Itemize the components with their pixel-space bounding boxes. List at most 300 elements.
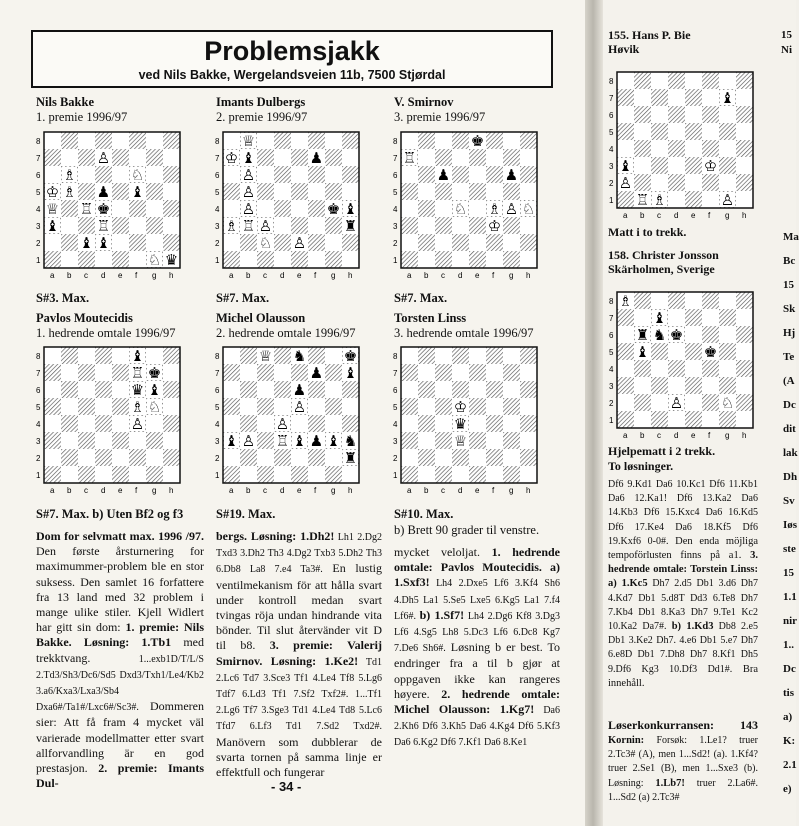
chess-piece-icon: ♙ xyxy=(618,174,633,192)
board-square xyxy=(112,200,129,217)
text-run: 3. hedrende omtale: Torstein Linss: a) 1.Kc5 xyxy=(608,550,758,590)
board-square xyxy=(325,251,342,268)
board-square xyxy=(163,234,180,251)
text-run: Lh1 2.Dg2 Txd3 3.Dh2 Th3 4.Dg2 Txb3 5.Dh2 Th3 6.Db8 La8 7.e4 Ta3#. xyxy=(216,532,382,576)
board-square xyxy=(78,381,95,398)
board-square xyxy=(163,217,180,234)
board-square xyxy=(129,149,146,166)
board-square xyxy=(308,398,325,415)
board-square xyxy=(61,347,78,364)
edge-text: tis xyxy=(783,687,794,699)
text-run: Lh4 2.Dg6 Kf8 3.Dg3 Lf6 4.Sg5 Lh8 5.Dc3 Lf6 6.Dc8 Kg7 7.De6 Sh6#. xyxy=(394,610,560,655)
file-label: a xyxy=(407,486,412,495)
board-square xyxy=(719,343,736,360)
rank-label: 6 xyxy=(215,171,220,180)
board-square xyxy=(617,140,634,157)
board-square xyxy=(452,149,469,166)
board-square xyxy=(401,347,418,364)
board-square xyxy=(112,149,129,166)
board-square xyxy=(685,394,702,411)
board-square xyxy=(146,234,163,251)
board-square xyxy=(257,132,274,149)
board-square xyxy=(78,166,95,183)
board-square xyxy=(617,191,634,208)
problem-award: 3. premie 1996/97 xyxy=(394,110,486,124)
rank-label: 5 xyxy=(609,348,614,357)
rank-label: 4 xyxy=(609,365,614,374)
board-square xyxy=(78,466,95,483)
board-square xyxy=(736,72,753,89)
edge-text: (A xyxy=(783,375,795,387)
file-label: b xyxy=(67,271,72,280)
board-square xyxy=(435,347,452,364)
board-square xyxy=(702,89,719,106)
rank-label: 2 xyxy=(36,454,41,463)
board-square xyxy=(486,149,503,166)
board-square xyxy=(61,149,78,166)
board-square xyxy=(617,343,634,360)
text-run: mycket veloljat. xyxy=(394,545,492,559)
chess-piece-icon: ♘ xyxy=(258,234,273,252)
file-label: f xyxy=(314,486,317,495)
text-run: Lh4 2.Dxe5 Lf6 3.Kf4 Sh6 4.Dh5 La1 5.Se5 Lxe5 6.Kg5 La1 7.f4 Lf6#. xyxy=(394,578,560,622)
text-run: Dh7 2.d5 Db1 3.d6 Dh7 4.Kd7 Db1 5.d8T Dd3 6.Te8 Dh7 7.Kb4 Db1 8.Ka3 Dh7 9.Te1 Kc2 10.Ka2 Da7#. xyxy=(608,578,758,633)
board-square xyxy=(223,166,240,183)
problem-caption xyxy=(394,311,534,341)
board-square xyxy=(503,149,520,166)
board-square xyxy=(719,174,736,191)
board-square xyxy=(274,364,291,381)
file-label: d xyxy=(674,211,679,220)
rank-label: 5 xyxy=(215,403,220,412)
board-square xyxy=(325,166,342,183)
rank-label: 5 xyxy=(36,403,41,412)
chess-piece-icon: ♚ xyxy=(326,200,341,218)
board-square xyxy=(163,347,180,364)
rank-label: 5 xyxy=(609,128,614,137)
stipulation: S#7. Max. xyxy=(394,291,448,305)
board-square xyxy=(469,381,486,398)
chess-piece-icon: ♙ xyxy=(241,200,256,218)
board-square xyxy=(401,200,418,217)
board-square xyxy=(503,132,520,149)
board-square xyxy=(274,217,291,234)
chess-piece-icon: ♝ xyxy=(343,200,358,218)
board-square xyxy=(78,347,95,364)
board-square xyxy=(702,72,719,89)
chess-diagram xyxy=(607,70,757,226)
board-square xyxy=(736,360,753,377)
board-square xyxy=(44,398,61,415)
board-square xyxy=(78,432,95,449)
board-square xyxy=(129,234,146,251)
file-label: d xyxy=(674,431,679,440)
file-label: c xyxy=(263,271,267,280)
file-label: a xyxy=(407,271,412,280)
chess-piece-icon: ♕ xyxy=(45,200,60,218)
board-square xyxy=(308,415,325,432)
board-square xyxy=(418,217,435,234)
chess-piece-icon: ♙ xyxy=(720,191,735,209)
board-square xyxy=(452,251,469,268)
file-label: e xyxy=(475,271,480,280)
board-square xyxy=(223,347,240,364)
chess-piece-icon: ♝ xyxy=(130,347,145,365)
file-label: h xyxy=(169,271,174,280)
text-column-3 xyxy=(394,545,560,751)
chess-piece-icon: ♝ xyxy=(147,381,162,399)
board-square xyxy=(112,398,129,415)
board-square xyxy=(223,398,240,415)
board-square xyxy=(291,132,308,149)
board-square xyxy=(342,398,359,415)
board-square xyxy=(668,411,685,428)
board-square xyxy=(223,449,240,466)
chess-piece-icon: ♙ xyxy=(504,200,519,218)
board-square xyxy=(685,309,702,326)
rank-label: 1 xyxy=(36,256,41,265)
chess-piece-icon: ♟ xyxy=(96,183,111,201)
rank-label: 1 xyxy=(215,471,220,480)
board-square xyxy=(274,251,291,268)
chess-piece-icon: ♔ xyxy=(224,149,239,167)
chess-piece-icon: ♗ xyxy=(62,166,77,184)
stipulation: Matt i to trekk. xyxy=(608,225,687,239)
board-square xyxy=(418,347,435,364)
board-square xyxy=(240,234,257,251)
board-square xyxy=(240,398,257,415)
board-square xyxy=(78,415,95,432)
chess-piece-icon: ♝ xyxy=(130,183,145,201)
board-square xyxy=(163,381,180,398)
file-label: e xyxy=(691,211,696,220)
file-label: b xyxy=(246,271,251,280)
board-square xyxy=(685,343,702,360)
board-square xyxy=(146,200,163,217)
board-square xyxy=(435,398,452,415)
board-square xyxy=(702,140,719,157)
board-square xyxy=(274,234,291,251)
chess-piece-icon: ♗ xyxy=(62,183,77,201)
board-square xyxy=(736,377,753,394)
board-square xyxy=(651,106,668,123)
file-label: a xyxy=(623,211,628,220)
rank-label: 8 xyxy=(609,297,614,306)
text-run: 1. premie: Nils Bakke. Løsning: 1.Tb1 xyxy=(36,620,205,650)
board-square xyxy=(129,251,146,268)
rank-label: 5 xyxy=(215,188,220,197)
board-square xyxy=(486,398,503,415)
chess-piece-icon: ♝ xyxy=(96,234,111,252)
board-square xyxy=(736,174,753,191)
board-square xyxy=(634,106,651,123)
chess-diagram xyxy=(607,290,757,446)
chess-piece-icon: ♘ xyxy=(147,398,162,416)
board-square xyxy=(129,132,146,149)
board-square xyxy=(342,234,359,251)
file-label: e xyxy=(118,271,123,280)
file-label: b xyxy=(424,271,429,280)
rank-label: 6 xyxy=(215,386,220,395)
board-square xyxy=(401,398,418,415)
board-square xyxy=(736,106,753,123)
file-label: c xyxy=(84,271,88,280)
board-square xyxy=(520,449,537,466)
board-square xyxy=(291,166,308,183)
chess-piece-icon: ♛ xyxy=(130,381,145,399)
board-square xyxy=(342,149,359,166)
rank-label: 6 xyxy=(36,386,41,395)
board-square xyxy=(308,234,325,251)
board-square xyxy=(401,234,418,251)
board-square xyxy=(452,466,469,483)
board-square xyxy=(44,364,61,381)
board-square xyxy=(651,377,668,394)
board-square xyxy=(418,132,435,149)
chess-piece-icon: ♘ xyxy=(720,394,735,412)
file-label: e xyxy=(118,486,123,495)
chess-diagram xyxy=(213,130,363,286)
chess-piece-icon: ♝ xyxy=(241,149,256,167)
board-square xyxy=(719,157,736,174)
board-square xyxy=(617,394,634,411)
board-square xyxy=(435,234,452,251)
edge-fragments xyxy=(783,225,799,801)
board-square xyxy=(401,466,418,483)
board-square xyxy=(61,432,78,449)
board-square xyxy=(78,251,95,268)
board-square xyxy=(617,326,634,343)
board-square xyxy=(469,398,486,415)
board-square xyxy=(401,381,418,398)
board-square xyxy=(163,200,180,217)
problem-award: 3. hedrende omtale 1996/97 xyxy=(394,326,534,340)
stipulation: Hjelpematt i 2 trekk. xyxy=(608,444,716,458)
chess-piece-icon: ♗ xyxy=(224,217,239,235)
board-square xyxy=(668,309,685,326)
board-square xyxy=(651,174,668,191)
board-square xyxy=(452,217,469,234)
file-label: b xyxy=(424,486,429,495)
board-square xyxy=(240,251,257,268)
board-square xyxy=(617,123,634,140)
file-label: b xyxy=(640,211,645,220)
problem-author: 158. Christer Jonsson xyxy=(608,248,719,262)
chess-piece-icon: ♟ xyxy=(309,364,324,382)
board-square xyxy=(719,72,736,89)
board-square xyxy=(634,89,651,106)
board-square xyxy=(634,157,651,174)
board-square xyxy=(418,466,435,483)
board-square xyxy=(617,411,634,428)
rank-label: 5 xyxy=(36,188,41,197)
problem-author: 155. Hans P. Bie xyxy=(608,28,691,42)
board-square xyxy=(719,106,736,123)
board-square xyxy=(401,166,418,183)
board-square xyxy=(44,415,61,432)
file-label: a xyxy=(229,486,234,495)
file-label: d xyxy=(101,271,106,280)
board-square xyxy=(685,123,702,140)
file-label: b xyxy=(640,431,645,440)
text-run: med trekktvang. xyxy=(36,635,204,665)
rank-label: 1 xyxy=(393,471,398,480)
rank-label: 2 xyxy=(609,179,614,188)
board-square xyxy=(702,106,719,123)
board-square xyxy=(95,398,112,415)
board-square xyxy=(452,183,469,200)
text-column-1 xyxy=(36,529,204,791)
chess-piece-icon: ♟ xyxy=(292,381,307,399)
board-square xyxy=(503,364,520,381)
board-square xyxy=(651,343,668,360)
board-square xyxy=(163,398,180,415)
stipulation: S#10. Max. xyxy=(394,507,454,521)
board-square xyxy=(503,432,520,449)
chess-piece-icon: ♟ xyxy=(504,166,519,184)
board-square xyxy=(702,326,719,343)
board-square xyxy=(520,166,537,183)
rank-label: 6 xyxy=(609,331,614,340)
board-square xyxy=(44,449,61,466)
rank-label: 5 xyxy=(393,188,398,197)
rank-label: 5 xyxy=(393,403,398,412)
board-square xyxy=(112,132,129,149)
board-square xyxy=(401,449,418,466)
rank-label: 8 xyxy=(393,137,398,146)
board-square xyxy=(736,89,753,106)
problem-caption xyxy=(36,95,127,125)
chess-piece-icon: ♜ xyxy=(343,217,358,235)
board-square xyxy=(223,132,240,149)
board-square xyxy=(146,449,163,466)
board-square xyxy=(702,377,719,394)
board-square xyxy=(719,123,736,140)
chess-piece-icon: ♟ xyxy=(309,432,324,450)
board-square xyxy=(78,364,95,381)
board-square xyxy=(78,132,95,149)
board-square xyxy=(617,106,634,123)
board-square xyxy=(469,251,486,268)
file-label: d xyxy=(280,486,285,495)
rank-label: 8 xyxy=(215,352,220,361)
board-square xyxy=(95,251,112,268)
rank-label: 7 xyxy=(609,314,614,323)
board-square xyxy=(418,166,435,183)
rank-label: 3 xyxy=(393,222,398,231)
rank-label: 4 xyxy=(36,420,41,429)
board-square xyxy=(469,166,486,183)
board-square xyxy=(702,360,719,377)
rank-label: 2 xyxy=(393,454,398,463)
rank-label: 6 xyxy=(393,386,398,395)
text-run: 2. premie: Imants Dul- xyxy=(36,761,204,791)
problem-award: 1. hedrende omtale 1996/97 xyxy=(36,326,176,340)
problem-author: Torsten Linss xyxy=(394,311,467,325)
chess-piece-icon: ♝ xyxy=(292,432,307,450)
board-square xyxy=(702,123,719,140)
board-square xyxy=(325,415,342,432)
board-square xyxy=(503,381,520,398)
rank-label: 2 xyxy=(393,239,398,248)
board-square xyxy=(418,415,435,432)
rank-label: 7 xyxy=(36,369,41,378)
rank-label: 8 xyxy=(36,137,41,146)
rank-label: 7 xyxy=(36,154,41,163)
chess-piece-icon: ♝ xyxy=(224,432,239,450)
problem-award: 2. premie 1996/97 xyxy=(216,110,308,124)
board-square xyxy=(146,432,163,449)
board-square xyxy=(520,217,537,234)
chess-diagram xyxy=(391,130,541,286)
board-square xyxy=(342,251,359,268)
board-square xyxy=(685,377,702,394)
board-square xyxy=(435,132,452,149)
chess-diagram xyxy=(391,345,541,501)
rank-label: 3 xyxy=(609,162,614,171)
board-square xyxy=(617,89,634,106)
file-label: f xyxy=(708,211,711,220)
rank-label: 8 xyxy=(609,77,614,86)
file-label: f xyxy=(135,271,138,280)
board-square xyxy=(668,174,685,191)
file-label: f xyxy=(314,271,317,280)
board-square xyxy=(308,183,325,200)
text-run: 3. premie: Valerij Smirnov. Løsning: 1.Ke2! xyxy=(216,638,382,668)
file-label: f xyxy=(708,431,711,440)
board-square xyxy=(342,166,359,183)
rank-label: 8 xyxy=(36,352,41,361)
file-label: g xyxy=(152,271,157,280)
problem-award: 2. hedrende omtale 1996/97 xyxy=(216,326,356,340)
board-square xyxy=(146,347,163,364)
board-square xyxy=(223,381,240,398)
board-square xyxy=(634,72,651,89)
board-square xyxy=(325,381,342,398)
board-square xyxy=(325,132,342,149)
board-square xyxy=(486,132,503,149)
board-square xyxy=(685,292,702,309)
stipulation: S#7. Max. b) Uten Bf2 og f3 xyxy=(36,507,184,521)
board-square xyxy=(736,157,753,174)
problem-caption xyxy=(216,95,307,125)
chess-piece-icon: ♝ xyxy=(618,157,633,175)
board-square xyxy=(78,217,95,234)
board-square xyxy=(668,360,685,377)
board-square xyxy=(240,364,257,381)
chess-piece-icon: ♝ xyxy=(720,89,735,107)
board-square xyxy=(435,183,452,200)
board-square xyxy=(469,200,486,217)
chess-piece-icon: ♛ xyxy=(453,415,468,433)
board-square xyxy=(418,200,435,217)
board-square xyxy=(61,234,78,251)
file-label: c xyxy=(441,271,445,280)
file-label: h xyxy=(526,486,531,495)
chess-piece-icon: ♘ xyxy=(130,166,145,184)
board-square xyxy=(61,132,78,149)
board-square xyxy=(452,449,469,466)
chess-piece-icon: ♙ xyxy=(241,183,256,201)
board-square xyxy=(469,449,486,466)
edge-text: Dh xyxy=(783,471,798,483)
board-square xyxy=(435,217,452,234)
text-run: Dommeren sier: Att få fram 4 mycket väl varierade modellmatter etter svart allforvandling är en god prestasjon. xyxy=(36,699,204,776)
board-square xyxy=(719,377,736,394)
board-square xyxy=(719,360,736,377)
board-square xyxy=(503,466,520,483)
edge-text: Te xyxy=(783,351,795,363)
